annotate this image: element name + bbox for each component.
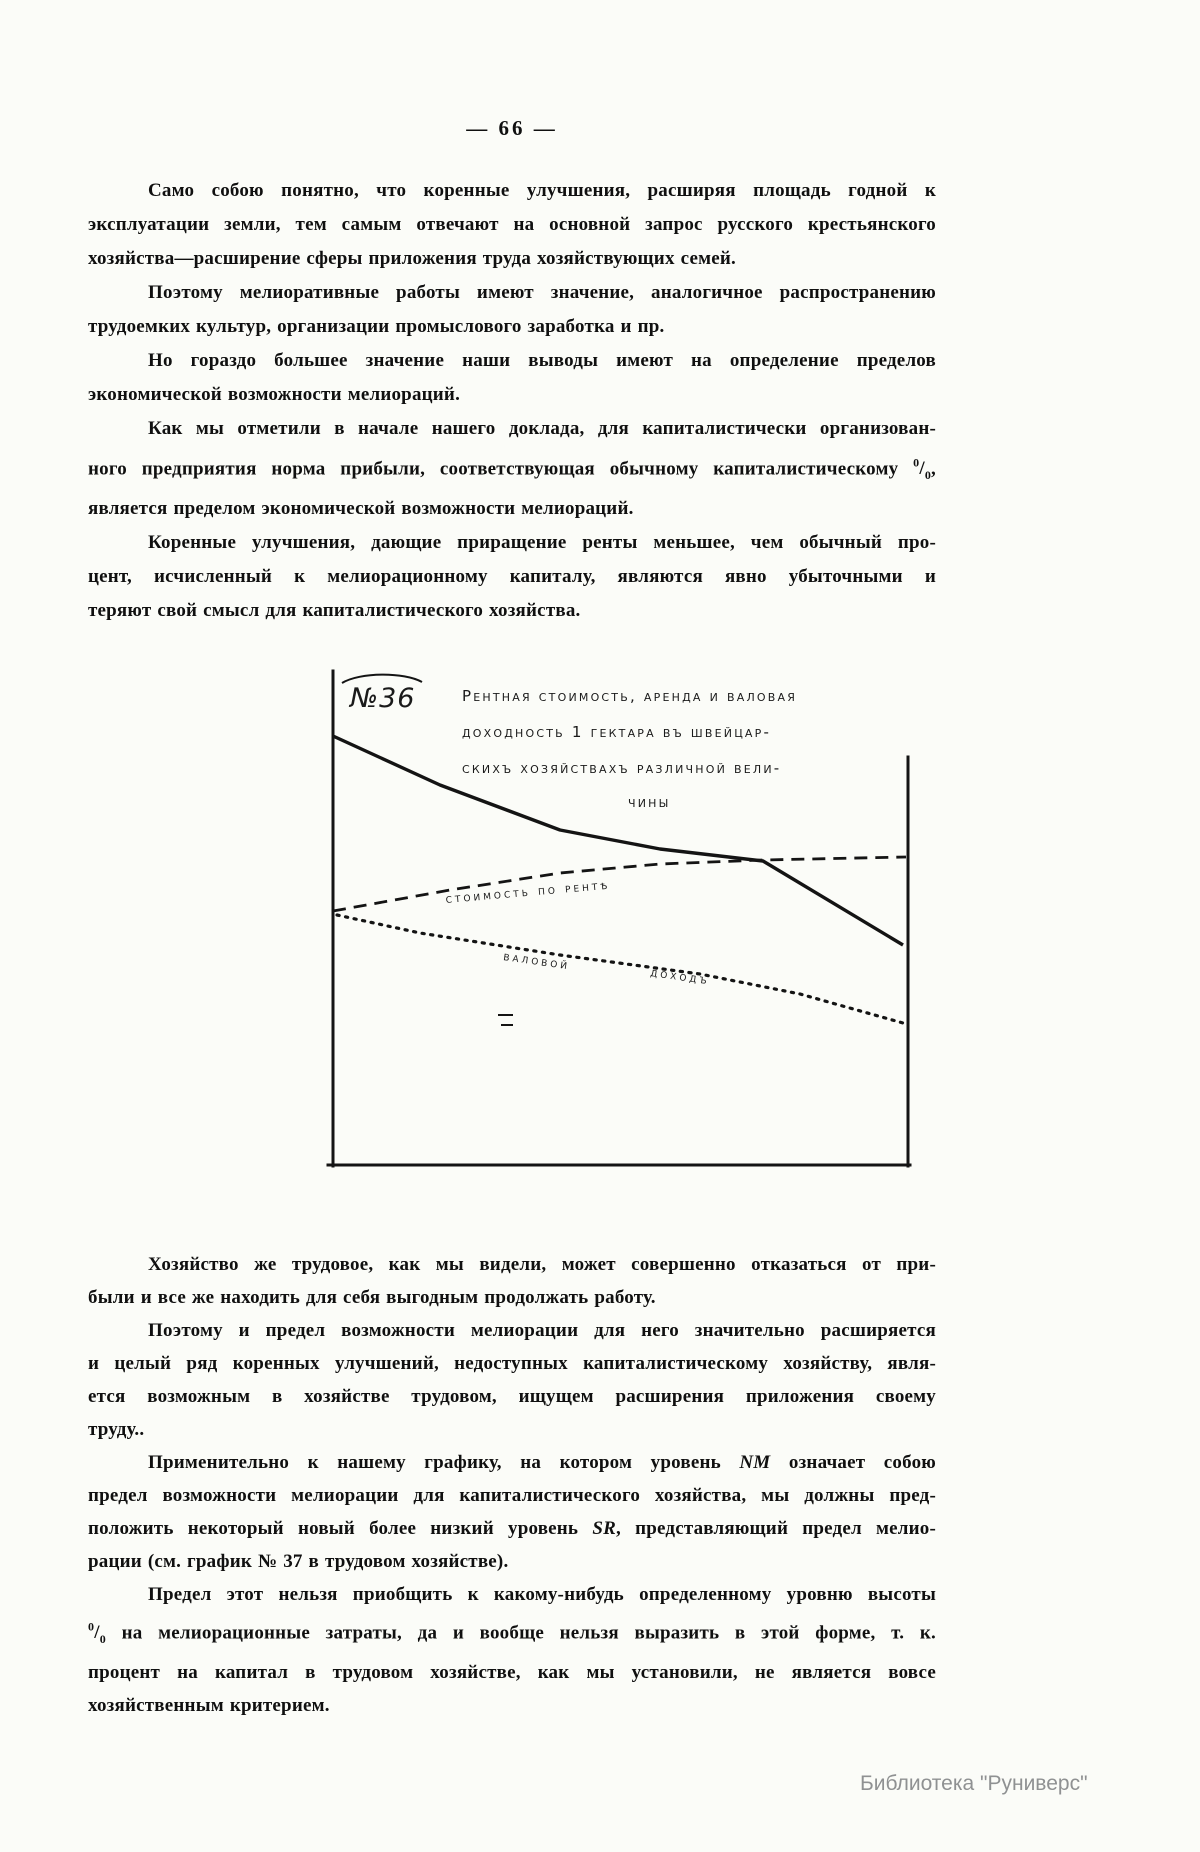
text-line: Как мы отметили в начале нашего доклада, для капиталистически организован- — [148, 418, 936, 439]
series-label-dotted-1: валовой — [502, 948, 572, 974]
text-line: трудоемких культур, организации промыслового заработка и пр. — [88, 316, 665, 337]
chart-title-line-2: доходность 1 гектара въ швейцар- — [462, 723, 772, 741]
text-line: цент, исчисленный к мелиорационному капиталу, являются явно убыточными и — [88, 566, 936, 588]
text-line: Само собою понятно, что коренные улучшения, расширяя площадь годной к — [148, 180, 936, 201]
text-line: $^0/_0$ на мелиорационные затраты, да и вообще нельзя выразить в этой форме, т. к. — [88, 1620, 936, 1647]
body-text-top — [88, 174, 936, 628]
text-line: Применительно к нашему графику, на котором уровень NM означает собою — [148, 1452, 936, 1473]
series-label-dotted-2: доходъ — [649, 964, 711, 989]
chart-title-line-1: Рентная стоимость, аренда и валовая — [462, 687, 798, 705]
text-line: труду.. — [88, 1419, 145, 1440]
text-line: рации (см. график № 37 в трудовом хозяйстве). — [88, 1551, 509, 1572]
text-line: Хозяйство же трудовое, как мы видели, может совершенно отказаться от при- — [148, 1254, 936, 1275]
chart-title-line-3: скихъ хозяйствахъ различной вели- — [462, 759, 782, 777]
text-line: Поэтому и предел возможности мелиорации для него значительно расширяется — [148, 1320, 936, 1341]
text-line: теряют свой смысл для капиталистического хозяйства. — [88, 600, 581, 622]
figure-number: №36 — [350, 683, 416, 714]
text-line: эксплуатации земли, тем самым отвечают на основной запрос русского крестьянского — [88, 214, 936, 235]
text-line: Коренные улучшения, дающие приращение ренты меньшее, чем обычный про- — [148, 532, 936, 554]
text-line: является пределом экономической возможности мелиораций. — [88, 498, 634, 520]
text-line: Предел этот нельзя приобщить к какому-нибудь определенному уровню высоты — [148, 1584, 936, 1605]
text-line: положить некоторый новый более низкий уровень SR, представляющий предел мелио- — [88, 1518, 936, 1539]
chart-canvas — [320, 663, 920, 1178]
chart-title-line-4: чины — [628, 793, 671, 811]
text-line: Поэтому мелиоративные работы имеют значение, аналогичное распространению — [148, 282, 936, 303]
text-line: экономической возможности мелиораций. — [88, 384, 461, 405]
text-line: были и все же находить для себя выгодным продолжать работу. — [88, 1287, 656, 1308]
stray-marks — [498, 1015, 513, 1025]
library-watermark: Библиотека "Руниверс" — [860, 1772, 1088, 1795]
figure-number-overline — [342, 675, 422, 683]
text-line: Но гораздо большее значение наши выводы имеют на определение пределов — [148, 350, 936, 371]
text-line: ного предприятия норма прибыли, соответствующая обычному капиталистическому $^0/_0$, — [88, 456, 936, 483]
series-label-dashed: стоимость по рентѣ — [444, 876, 611, 907]
percent-notation: $^0/_0$ — [88, 1620, 106, 1647]
text-line: хозяйства—расширение сферы приложения труда хозяйствующих семей. — [88, 248, 736, 269]
text-line: предел возможности мелиорации для капиталистического хозяйства, мы должны пред- — [88, 1485, 936, 1506]
series-dashed-line — [333, 857, 906, 911]
body-text-bottom — [88, 1248, 936, 1722]
series-dotted-line — [337, 915, 903, 1023]
page-number: — 66 — — [466, 116, 558, 140]
chart-figure — [320, 663, 920, 1178]
text-line: хозяйственным критерием. — [88, 1695, 330, 1717]
text-line: процент на капитал в трудовом хозяйстве, как мы установили, не является вовсе — [88, 1662, 936, 1684]
percent-notation: $^0/_0$ — [913, 456, 932, 483]
text-line: и целый ряд коренных улучшений, недоступных капиталистическому хозяйству, явля- — [88, 1353, 936, 1374]
text-line: ется возможным в хозяйстве трудовом, ищущем расширения приложения своему — [88, 1386, 936, 1407]
